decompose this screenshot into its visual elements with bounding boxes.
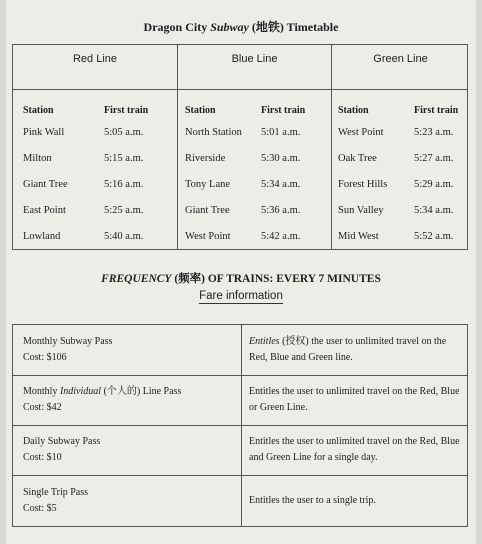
pass-name: [23, 334, 235, 366]
fare-row-divider: [13, 375, 467, 376]
first-train-time: 5:42 a.m.: [261, 231, 301, 242]
pass-name: [23, 434, 235, 466]
frequency-label: FREQUENCY: [101, 273, 172, 285]
line-header-green: Green Line: [373, 53, 428, 65]
title-prefix: Dragon City: [143, 20, 208, 34]
pass-cost: Cost: $106: [23, 352, 67, 363]
fare-row-divider: [13, 475, 467, 476]
pass-description: Entitles the user to unlimited travel on the Red, Blue and Green Line for a single day.: [249, 436, 460, 463]
first-train-column-header: First train: [104, 105, 149, 116]
first-train-time: 5:30 a.m.: [261, 153, 301, 164]
title-italic-word: Subway: [210, 20, 249, 34]
station-name: Sun Valley: [338, 205, 384, 216]
station-name: Riverside: [185, 153, 226, 164]
station-name: Milton: [23, 153, 52, 164]
first-train-time: 5:23 a.m.: [414, 127, 454, 138]
station-name: Oak Tree: [338, 153, 377, 164]
pass-description: Entitles the user to unlimited travel on the Red, Blue or Green Line.: [249, 386, 460, 413]
train-frequency: [6, 270, 476, 286]
line-header-blue: Blue Line: [231, 53, 278, 65]
station-name: West Point: [338, 127, 384, 138]
station-name: North Station: [185, 127, 242, 138]
page-title: [6, 18, 476, 35]
description-text: (授权) the user to unlimited travel on the Red, Blue and Green line.: [249, 336, 447, 363]
pass-name-suffix: (个人的) Line Pass: [103, 386, 182, 397]
pass-name-text: Monthly Subway Pass: [23, 336, 113, 347]
station-name: Tony Lane: [185, 179, 231, 190]
frequency-text: (频率) OF TRAINS: EVERY 7 MINUTES: [174, 273, 381, 285]
pass-description: [249, 334, 463, 366]
description-italic: Entitles: [249, 336, 280, 347]
first-train-time: 5:52 a.m.: [414, 231, 454, 242]
pass-cost: Cost: $10: [23, 452, 62, 463]
first-train-time: 5:16 a.m.: [104, 179, 144, 190]
station-name: Forest Hills: [338, 179, 388, 190]
first-train-time: 5:29 a.m.: [414, 179, 454, 190]
first-train-time: 5:27 a.m.: [414, 153, 454, 164]
pass-name-text: Daily Subway Pass: [23, 436, 101, 447]
station-column-header: Station: [338, 105, 369, 116]
title-suffix: (地铁) Timetable: [251, 20, 339, 34]
pass-name: [23, 384, 235, 416]
pass-name-text: Monthly: [23, 386, 58, 397]
station-name: Mid West: [338, 231, 379, 242]
first-train-time: 5:36 a.m.: [261, 205, 301, 216]
first-train-time: 5:05 a.m.: [104, 127, 144, 138]
first-train-time: 5:15 a.m.: [104, 153, 144, 164]
pass-name: [23, 485, 235, 517]
timetable: [12, 44, 468, 250]
station-name: Lowland: [23, 231, 61, 242]
pass-name-text: Single Trip Pass: [23, 487, 89, 498]
fare-row-divider: [13, 425, 467, 426]
station-name: Giant Tree: [23, 179, 68, 190]
fare-heading: [6, 290, 476, 302]
station-name: Pink Wall: [23, 127, 65, 138]
first-train-time: 5:34 a.m.: [261, 179, 301, 190]
pass-description: Entitles the user to a single trip.: [249, 495, 376, 506]
column-divider: [331, 45, 332, 249]
pass-cost: Cost: $5: [23, 503, 57, 514]
first-train-time: 5:40 a.m.: [104, 231, 144, 242]
station-column-header: Station: [23, 105, 54, 116]
column-divider: [177, 45, 178, 249]
first-train-time: 5:01 a.m.: [261, 127, 301, 138]
station-name: Giant Tree: [185, 205, 230, 216]
pass-name-italic: Individual: [59, 386, 102, 397]
fare-table: [12, 324, 468, 527]
station-name: East Point: [23, 205, 66, 216]
line-header-red: Red Line: [72, 53, 118, 65]
first-train-time: 5:25 a.m.: [104, 205, 144, 216]
first-train-column-header: First train: [414, 105, 459, 116]
timetable-page: [6, 0, 476, 544]
fare-heading-text: Fare information: [199, 290, 283, 302]
pass-cost: Cost: $42: [23, 402, 62, 413]
first-train-time: 5:34 a.m.: [414, 205, 454, 216]
header-divider: [13, 89, 467, 90]
station-column-header: Station: [185, 105, 216, 116]
first-train-column-header: First train: [261, 105, 306, 116]
station-name: West Point: [185, 231, 231, 242]
